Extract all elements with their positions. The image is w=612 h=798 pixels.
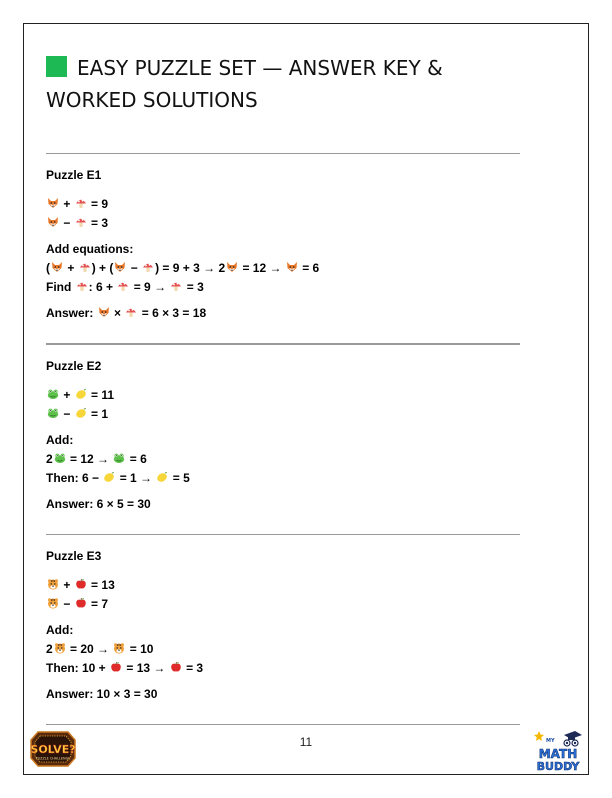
divider <box>46 534 520 535</box>
fox-face-icon <box>114 261 126 273</box>
divider <box>46 343 520 345</box>
equation-2: − = 7 <box>46 595 516 614</box>
mushroom-icon <box>117 280 129 292</box>
svg-text:MATH: MATH <box>538 747 578 761</box>
frog-face-icon <box>54 452 66 464</box>
step-add: 2 = 12 → = 6 <box>46 452 147 466</box>
fox-face-icon <box>226 261 238 273</box>
red-apple-icon <box>75 597 87 609</box>
red-apple-icon <box>75 578 87 590</box>
mushroom-icon <box>75 216 87 228</box>
mushroom-icon <box>170 280 182 292</box>
lemon-icon <box>103 471 115 483</box>
svg-text:BUDDY: BUDDY <box>536 760 580 772</box>
mushroom-icon <box>142 261 154 273</box>
page-number: 11 <box>299 735 313 749</box>
fox-face-icon <box>98 306 110 318</box>
step-add: 2 = 20 → = 10 <box>46 642 154 656</box>
svg-text:SOLVE?: SOLVE? <box>30 743 76 756</box>
divider <box>46 724 520 725</box>
step-find: Find : 6 + = 9 → = 3 <box>46 280 204 294</box>
answer: Answer: 6 × 5 = 30 <box>46 497 151 511</box>
frog-face-icon <box>113 452 125 464</box>
title-line-2: WORKED SOLUTIONS <box>46 88 258 112</box>
answer: Answer: × = 6 × 3 = 18 <box>46 306 207 320</box>
step-label: Add: <box>46 623 74 637</box>
math-buddy-logo <box>533 730 583 772</box>
equation-2: − = 3 <box>46 214 516 233</box>
puzzle-e1 <box>46 166 516 323</box>
puzzle-e2 <box>46 357 516 514</box>
mushroom-icon <box>75 197 87 209</box>
tiger-face-icon <box>47 578 59 590</box>
red-apple-icon <box>170 661 182 673</box>
svg-text:MY: MY <box>546 738 555 744</box>
step-then: Then: 6 − = 1 → = 5 <box>46 471 190 485</box>
mushroom-icon <box>76 280 88 292</box>
title-line-1: EASY PUZZLE SET — ANSWER KEY & <box>77 56 443 80</box>
tiger-face-icon <box>47 597 59 609</box>
svg-text:PUZZLE CHALLENGE: PUZZLE CHALLENGE <box>35 756 71 761</box>
solve-logo <box>30 730 76 768</box>
lemon-icon <box>156 471 168 483</box>
fox-face-icon <box>286 261 298 273</box>
answer: Answer: 10 × 3 = 30 <box>46 687 158 701</box>
step-add: ( + ) + ( − ) = 9 + 3 → 2 = 12 → = 6 <box>46 261 320 275</box>
tiger-face-icon <box>113 642 125 654</box>
lemon-icon <box>75 407 87 419</box>
puzzle-title: Puzzle E3 <box>46 549 102 563</box>
fox-face-icon <box>47 216 59 228</box>
equation-1: + = 9 <box>46 195 516 214</box>
page-title <box>46 52 526 116</box>
equation-1: + = 11 <box>46 386 516 405</box>
tiger-face-icon <box>54 642 66 654</box>
lemon-icon <box>75 388 87 400</box>
fox-face-icon <box>47 197 59 209</box>
frog-face-icon <box>47 388 59 400</box>
divider <box>46 153 520 154</box>
fox-face-icon <box>51 261 63 273</box>
puzzle-title: Puzzle E1 <box>46 168 102 182</box>
step-label: Add equations: <box>46 242 134 256</box>
equation-2: − = 1 <box>46 405 516 424</box>
step-label: Add: <box>46 433 74 447</box>
step-then: Then: 10 + = 13 → = 3 <box>46 661 204 675</box>
red-apple-icon <box>110 661 122 673</box>
puzzle-e3 <box>46 547 516 704</box>
green-square-icon <box>46 56 67 77</box>
mushroom-icon <box>79 261 91 273</box>
puzzle-title: Puzzle E2 <box>46 359 102 373</box>
frog-face-icon <box>47 407 59 419</box>
equation-1: + = 13 <box>46 576 516 595</box>
mushroom-icon <box>125 306 137 318</box>
